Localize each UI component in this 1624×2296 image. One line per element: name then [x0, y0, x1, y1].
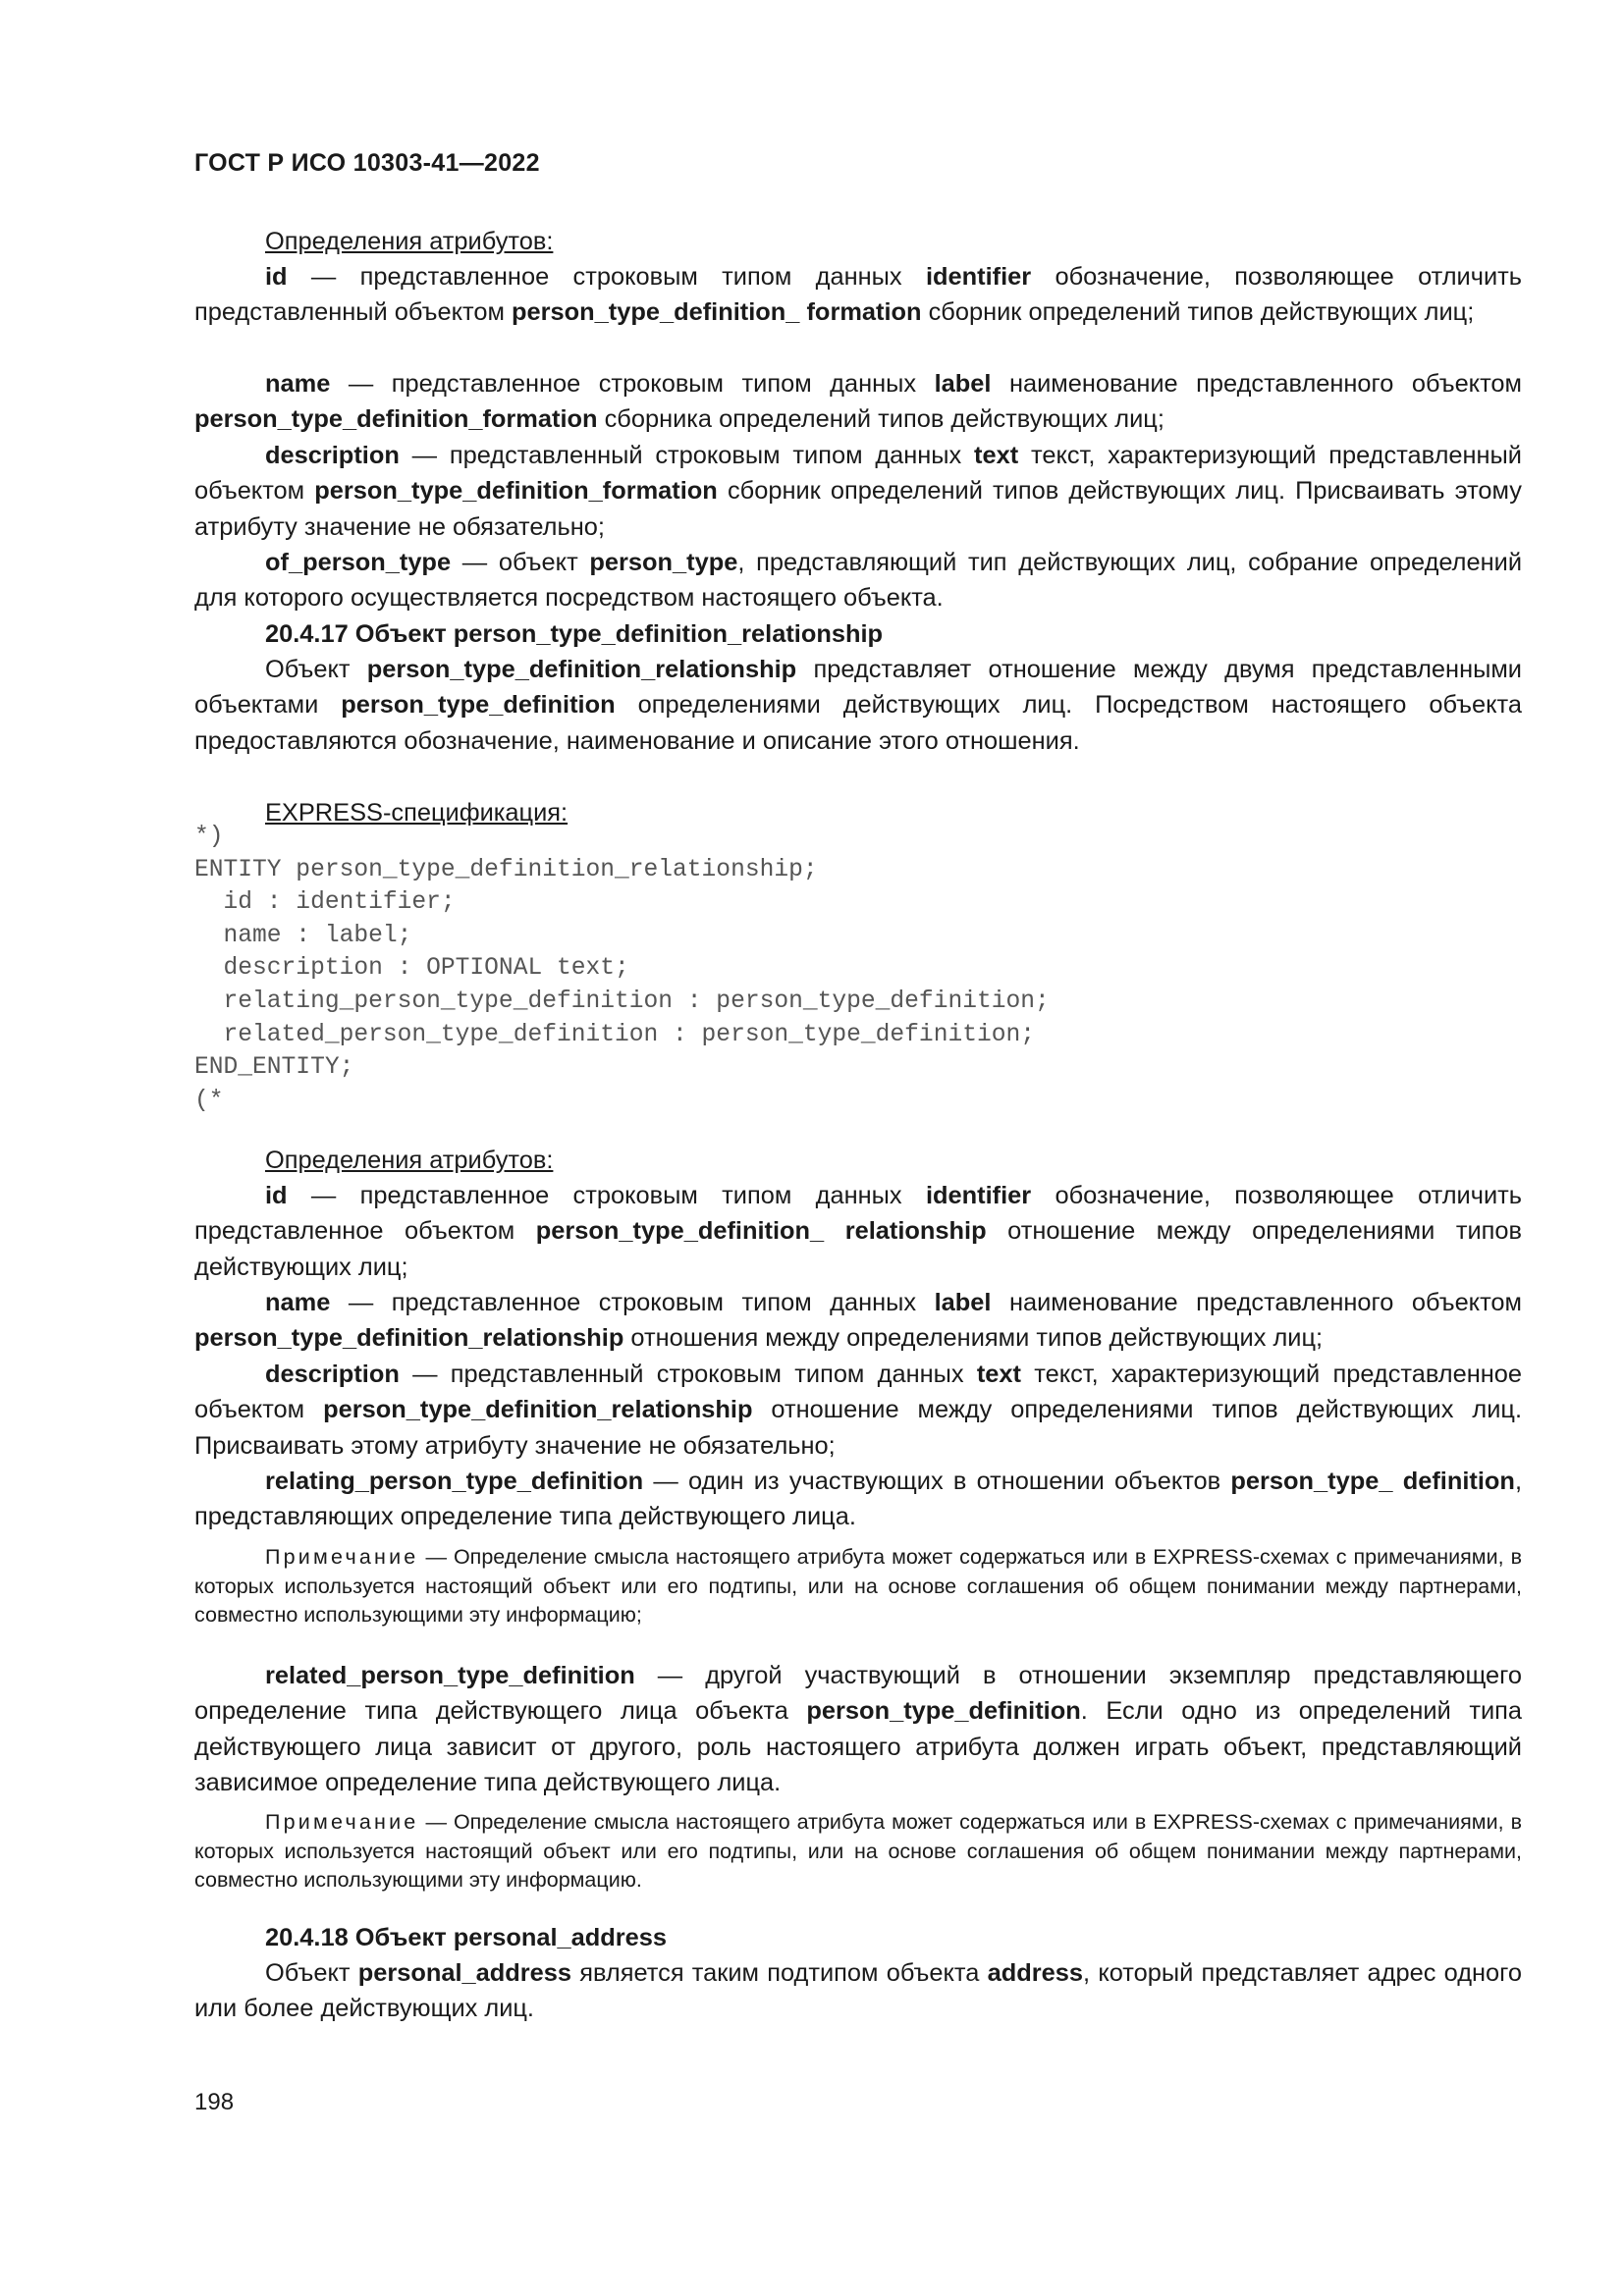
text-run: — один из участвующих в отношении объектов — [643, 1468, 1231, 1495]
bold-term: person_type_definition_relationship — [194, 1324, 624, 1353]
code-line: END_ENTITY; — [194, 1054, 354, 1082]
body-paragraph-block — [194, 1285, 1522, 1357]
bold-term: person_type_definition_relationship — [366, 656, 797, 683]
bold-term: label — [934, 1289, 992, 1316]
text-run: Определения атрибутов: — [265, 1147, 554, 1174]
code-line: ENTITY person_type_definition_relationship; — [194, 856, 818, 883]
bold-term: text — [974, 442, 1019, 469]
body-paragraph — [194, 366, 1522, 438]
body-paragraph-block — [194, 259, 1522, 331]
text-run: наименование представленного объектом — [991, 370, 1523, 398]
text-run: Определения атрибутов: — [265, 228, 554, 255]
bold-term: person_type — [589, 549, 738, 576]
text-run: — Определение смысла настоящего атрибута может содержаться или в EXPRESS-схемах с примечаниями, в которых используется настоящий объект или его подтипы, или на основе соглашения об общем понимании между партнерами, совместно использующими эту информацию; — [194, 1545, 1522, 1627]
text-run: наименование представленного объектом — [991, 1289, 1523, 1316]
text-run: текст, характеризующий представленный объектом — [194, 442, 1522, 506]
bold-term: identifier — [925, 263, 1032, 291]
document-header: ГОСТ Р ИСО 10303-41—2022 — [194, 149, 540, 177]
bold-term: text — [976, 1361, 1021, 1388]
section-heading — [194, 616, 1522, 652]
bold-term: 20.4.17 Объект person_type_definition_relationship — [265, 620, 884, 648]
body-paragraph — [194, 1955, 1522, 2027]
text-run: Объект — [265, 1959, 358, 1987]
text-run: , который представляет адрес одного или более действующих лиц. — [194, 1959, 1522, 2023]
text-run: — представленный строковым типом данных — [399, 442, 975, 469]
body-paragraph-block — [194, 438, 1522, 545]
text-run: является таким подтипом объекта — [571, 1959, 988, 1987]
body-paragraph-block — [194, 1464, 1522, 1535]
note-paragraph — [194, 1808, 1522, 1896]
bold-term: personal_address — [357, 1959, 572, 1987]
text-run: отношения между определениями типов действующих лиц; — [623, 1324, 1324, 1353]
bold-term: name — [265, 1289, 331, 1316]
bold-term: person_type_definition_relationship — [323, 1396, 753, 1424]
code-line: id : identifier; — [194, 889, 456, 917]
text-run: сборник определений типов действующих лиц. Присваивать этому атрибуту значение не обязательно; — [194, 477, 1522, 541]
body-paragraph-block — [194, 545, 1522, 616]
note-block — [194, 1543, 1522, 1630]
page-number: 198 — [194, 2089, 235, 2115]
text-run: обозначение, позволяющее отличить представленное объектом — [194, 1182, 1523, 1246]
bold-term: person_type_definition_ relationship — [535, 1217, 987, 1246]
body-paragraph-block — [194, 1658, 1522, 1801]
section-heading-block — [194, 1920, 1522, 1955]
body-paragraph-block — [194, 652, 1522, 759]
text-run: определениями действующих лиц. Посредством настоящего объекта предоставляются обозначение, наименование и описание этого отношения. — [194, 691, 1522, 755]
text-run: представляет отношение между двумя представленными объектами — [194, 656, 1522, 720]
subsection-label-block — [194, 224, 1522, 259]
body-paragraph-block — [194, 1955, 1522, 2027]
text-run: EXPRESS-спецификация: — [265, 799, 568, 827]
text-run: , представляющий тип действующих лиц, собрание определений для которого осуществляется посредством настоящего объекта. — [194, 549, 1522, 613]
bold-term: name — [265, 370, 331, 398]
body-paragraph — [194, 1285, 1522, 1357]
subsection-label — [194, 1143, 1522, 1178]
bold-term: person_type_definition — [806, 1697, 1081, 1726]
body-paragraph-block — [194, 366, 1522, 438]
body-paragraph — [194, 1178, 1522, 1285]
text-run: обозначение, позволяющее отличить представленный объектом — [194, 263, 1523, 327]
body-paragraph — [194, 1658, 1522, 1801]
text-run: сборника определений типов действующих лиц; — [597, 405, 1164, 434]
body-paragraph — [194, 438, 1522, 545]
text-run: — представленное строковым типом данных — [287, 263, 926, 291]
body-paragraph — [194, 259, 1522, 331]
bold-term: description — [265, 442, 400, 469]
bold-term: identifier — [925, 1182, 1032, 1209]
text-run: — Определение смысла настоящего атрибута может содержаться или в EXPRESS-схемах с примечаниями, в которых используется настоящий объект или его подтипы, или на основе соглашения об общем понимании между партнерами, совместно использующими эту информацию. — [194, 1810, 1522, 1892]
note-label: Примечание — [265, 1810, 419, 1834]
bold-term: person_type_definition_ formation — [511, 298, 922, 327]
body-paragraph — [194, 1464, 1522, 1535]
code-line: *) — [194, 824, 224, 850]
section-heading-block — [194, 616, 1522, 652]
bold-term: id — [265, 263, 288, 291]
subsection-label-block — [194, 1143, 1522, 1178]
text-run: Объект — [265, 656, 367, 683]
subsection-label — [194, 224, 1522, 259]
text-run: текст, характеризующий представленное объектом — [194, 1361, 1522, 1424]
code-line: (* — [194, 1087, 224, 1114]
body-paragraph — [194, 545, 1522, 616]
text-run: отношение между определениями типов действующих лиц. Присваивать этому атрибуту значение не обязательно; — [194, 1396, 1522, 1460]
bold-term: address — [987, 1959, 1084, 1987]
text-run: — представленное строковым типом данных — [330, 1289, 935, 1316]
bold-term: label — [934, 370, 992, 398]
note-label: Примечание — [265, 1545, 419, 1569]
bold-term: person_type_ definition — [1230, 1468, 1515, 1495]
text-run: — объект — [451, 549, 590, 576]
text-run: — представленное строковым типом данных — [330, 370, 935, 398]
bold-term: related_person_type_definition — [265, 1662, 635, 1689]
bold-term: person_type_definition_formation — [194, 405, 598, 434]
body-paragraph — [194, 1357, 1522, 1464]
bold-term: of_person_type — [265, 549, 452, 576]
bold-term: person_type_definition — [341, 691, 616, 720]
bold-term: id — [265, 1182, 288, 1209]
code-line: description : OPTIONAL text; — [194, 955, 629, 983]
bold-term: 20.4.18 Объект personal_address — [265, 1924, 668, 1951]
text-run: — другой участвующий в отношении экземпляр представляющего определение типа действующего лица объекта — [194, 1662, 1522, 1726]
bold-term: description — [265, 1361, 400, 1388]
text-run: сборник определений типов действующих лиц; — [921, 298, 1475, 327]
code-line: relating_person_type_definition : person_type_definition; — [194, 988, 1050, 1015]
text-run: — представленное строковым типом данных — [287, 1182, 926, 1209]
body-paragraph — [194, 652, 1522, 759]
bold-term: relating_person_type_definition — [265, 1468, 644, 1495]
note-block — [194, 1808, 1522, 1896]
note-paragraph — [194, 1543, 1522, 1630]
body-paragraph-block — [194, 1178, 1522, 1285]
text-run: , представляющих определение типа действующего лица. — [194, 1468, 1523, 1531]
code-line: name : label; — [194, 922, 412, 949]
text-run: отношение между определениями типов действующих лиц; — [194, 1217, 1522, 1281]
code-line: related_person_type_definition : person_type_definition; — [194, 1021, 1036, 1048]
body-paragraph-block — [194, 1357, 1522, 1464]
section-heading — [194, 1920, 1522, 1955]
express-code-block — [194, 821, 1522, 1117]
text-run: — представленный строковым типом данных — [399, 1361, 977, 1388]
bold-term: person_type_definition_formation — [314, 477, 718, 506]
text-run: . Если одно из определений типа действующего лица зависит от другого, роль настоящего атрибута должен играть объект, представляющий зависимое определение типа действующего лица. — [194, 1697, 1522, 1797]
